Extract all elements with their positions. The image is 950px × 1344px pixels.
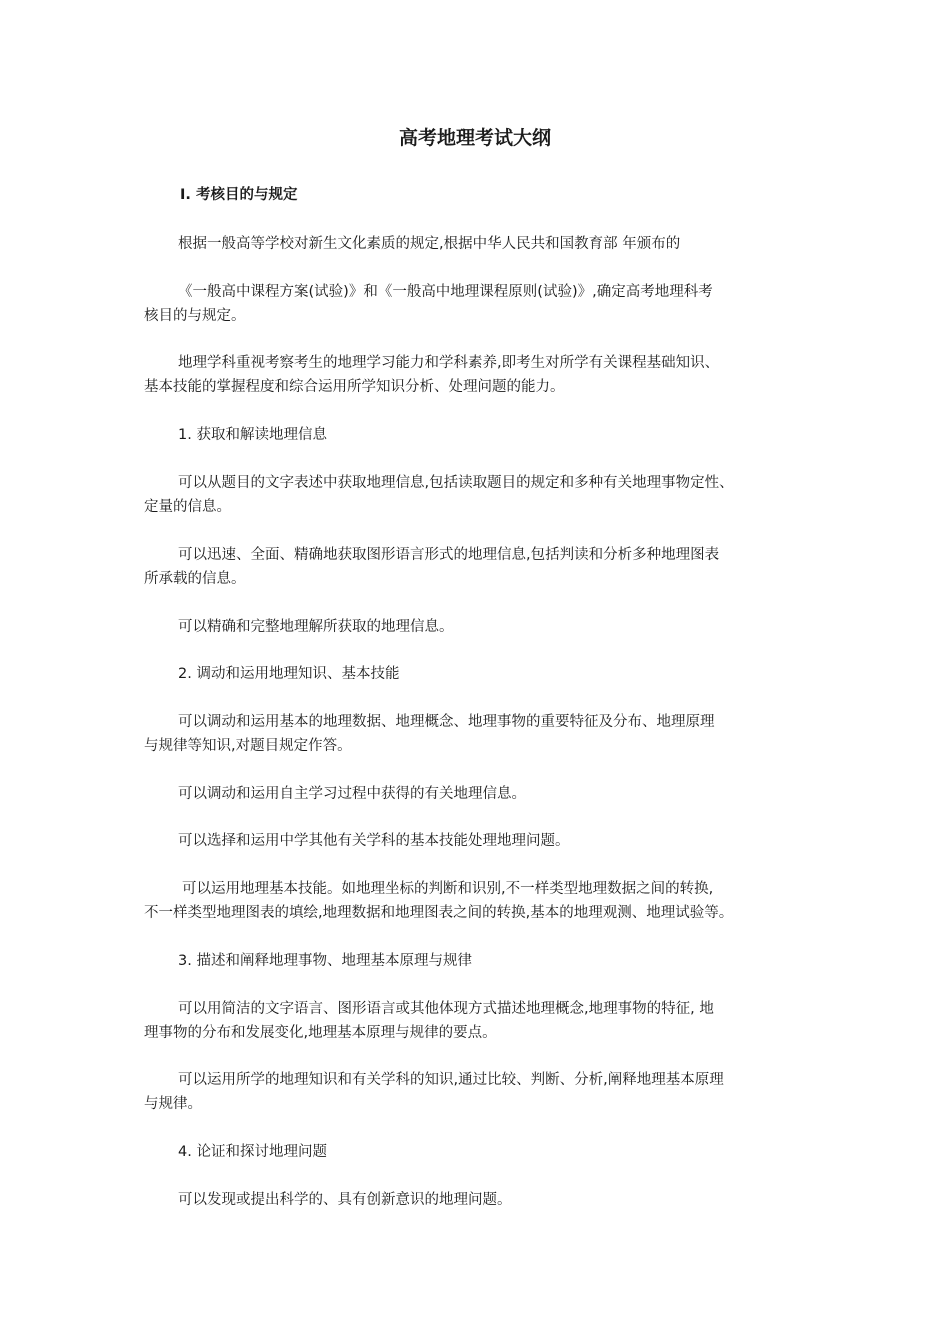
paragraph-line: 可以精确和完整地理解所获取的地理信息。 — [178, 619, 454, 635]
section-heading: Ⅰ. 考核目的与规定 — [180, 187, 298, 203]
paragraph-line: 可以迅速、全面、精确地获取图形语言形式的地理信息,包括判读和分析多种地理图表 — [178, 547, 720, 563]
paragraph-line: 与规律等知识,对题目规定作答。 — [144, 738, 352, 754]
paragraph-line: 可以运用所学的地理知识和有关学科的知识,通过比较、判断、分析,阐释地理基本原理 — [178, 1072, 724, 1088]
paragraph-line: 可以调动和运用基本的地理数据、地理概念、地理事物的重要特征及分布、地理原理 — [178, 714, 715, 730]
paragraph-line: 可以调动和运用自主学习过程中获得的有关地理信息。 — [178, 786, 526, 802]
subsection-heading: 4. 论证和探讨地理问题 — [178, 1144, 327, 1160]
paragraph-line: 所承载的信息。 — [144, 571, 246, 587]
paragraph-line: 可以从题目的文字表述中获取地理信息,包括读取题目的规定和多种有关地理事物定性、 — [178, 475, 734, 491]
paragraph-line: 可以用简洁的文字语言、图形语言或其他体现方式描述地理概念,地理事物的特征, 地 — [178, 1001, 714, 1017]
paragraph-line: 地理学科重视考察考生的地理学习能力和学科素养,即考生对所学有关课程基础知识、 — [178, 355, 720, 371]
paragraph-line: 可以选择和运用中学其他有关学科的基本技能处理地理问题。 — [178, 833, 570, 849]
paragraph-line: 基本技能的掌握程度和综合运用所学知识分析、处理问题的能力。 — [144, 379, 565, 395]
paragraph-line: 不一样类型地理图表的填绘,地理数据和地理图表之间的转换,基本的地理观测、地理试验等。 — [144, 905, 734, 921]
paragraph-line: 《一般高中课程方案(试验)》和《一般高中地理课程原则(试验)》,确定高考地理科考 — [178, 284, 713, 300]
subsection-heading: 1. 获取和解读地理信息 — [178, 427, 327, 443]
paragraph-line: 可以运用地理基本技能。如地理坐标的判断和识别,不一样类型地理数据之间的转换, — [182, 881, 714, 897]
document-title: 高考地理考试大纲 — [398, 127, 551, 149]
paragraph-line: 核目的与规定。 — [144, 308, 246, 324]
paragraph-line: 根据一般高等学校对新生文化素质的规定,根据中华人民共和国教育部 年颁布的 — [178, 236, 681, 252]
subsection-heading: 2. 调动和运用地理知识、基本技能 — [178, 666, 400, 682]
subsection-heading: 3. 描述和阐释地理事物、地理基本原理与规律 — [178, 953, 472, 969]
paragraph-line: 与规律。 — [144, 1096, 202, 1112]
paragraph-line: 定量的信息。 — [144, 499, 231, 515]
paragraph-line: 理事物的分布和发展变化,地理基本原理与规律的要点。 — [144, 1025, 497, 1041]
paragraph-line: 可以发现或提出科学的、具有创新意识的地理问题。 — [178, 1192, 512, 1208]
